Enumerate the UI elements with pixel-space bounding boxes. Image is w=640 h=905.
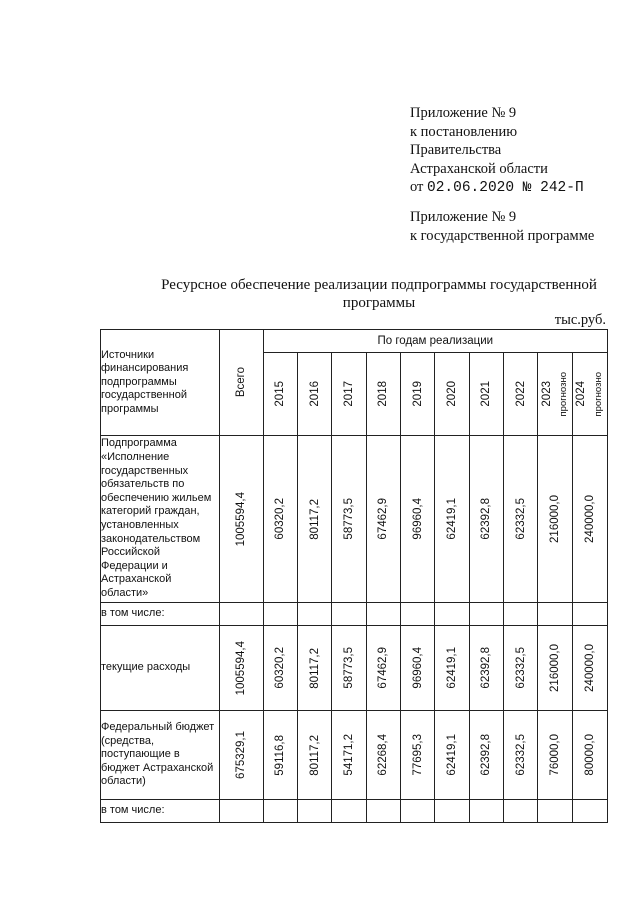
value-cell-2017: 54171,2 — [332, 711, 366, 800]
value-cell-2017: 58773,5 — [332, 626, 366, 711]
row-label: Федеральный бюджет (средства, поступающие в бюджет Астраханской области) — [101, 711, 220, 800]
value-cell-2020 — [435, 800, 469, 823]
value-cell-2019: 96960,4 — [400, 626, 434, 711]
resolution-date-number: 02.06.2020 № 242-П — [427, 180, 584, 196]
value-cell-2019 — [400, 603, 434, 626]
forecast-label: прогнозно — [557, 371, 569, 417]
value-cell-2018: 67462,9 — [366, 436, 400, 603]
year-header-2017: 2017 — [332, 353, 366, 436]
value-cell-2018: 62268,4 — [366, 711, 400, 800]
appendix-number: Приложение № 9 — [410, 209, 517, 225]
value-cell-2024: 240000,0 — [572, 436, 607, 603]
value-cell-2022 — [503, 603, 537, 626]
value-cell-2017 — [332, 800, 366, 823]
table-row — [101, 626, 608, 711]
row-label: Подпрограмма «Исполнение государственных обязательств по обеспечению жильем категорий граждан, установленных законодательством Российской Федерации и Астраханской области» — [101, 436, 220, 603]
value-cell-2021: 62392,8 — [469, 436, 503, 603]
value-cell-2023: 216000,0 — [538, 436, 572, 603]
unit-label: тыс.руб. — [554, 312, 606, 328]
value-cell-2023: 76000,0 — [538, 711, 572, 800]
value-cell-2024: 80000,0 — [572, 711, 607, 800]
value-cell-2020: 62419,1 — [435, 626, 469, 711]
value-cell-2020 — [435, 603, 469, 626]
year-header-2019: 2019 — [400, 353, 434, 436]
row-label: в том числе: — [101, 603, 220, 626]
resolution-date-line — [410, 178, 584, 198]
year-header-2024: 2024 прогнозно — [572, 353, 607, 436]
value-cell-2022: 62332,5 — [503, 436, 537, 603]
value-cell-2023 — [538, 603, 572, 626]
value-cell-2021: 62392,8 — [469, 711, 503, 800]
value-cell-2019: 77695,3 — [400, 711, 434, 800]
row-label: в том числе: — [101, 800, 220, 823]
value-cell-2016 — [297, 800, 331, 823]
total-cell — [220, 800, 263, 823]
value-cell-2015 — [263, 603, 297, 626]
total-column-header: Всего — [220, 330, 263, 436]
total-cell: 675329,1 — [220, 711, 263, 800]
years-group-header: По годам реализации — [263, 330, 607, 353]
value-cell-2022 — [503, 800, 537, 823]
total-cell: 1005594,4 — [220, 436, 263, 603]
header-line: к государственной программе — [410, 227, 595, 244]
value-cell-2016: 80117,2 — [297, 711, 331, 800]
value-cell-2015: 60320,2 — [263, 626, 297, 711]
total-cell: 1005594,4 — [220, 626, 263, 711]
value-cell-2023: 216000,0 — [538, 626, 572, 711]
table-row — [101, 800, 608, 823]
value-cell-2015: 59116,8 — [263, 711, 297, 800]
forecast-label: прогнозно — [593, 371, 605, 417]
value-cell-2018 — [366, 800, 400, 823]
value-cell-2022: 62332,5 — [503, 711, 537, 800]
program-appendix-header — [410, 208, 594, 245]
header-line: к постановлению — [410, 123, 518, 140]
value-cell-2019: 96960,4 — [400, 436, 434, 603]
value-cell-2016: 80117,2 — [297, 436, 331, 603]
row-label: текущие расходы — [101, 626, 220, 711]
year-header-2018: 2018 — [366, 353, 400, 436]
value-cell-2022: 62332,5 — [503, 626, 537, 711]
year-header-2015: 2015 — [263, 353, 297, 436]
header-line: Правительства — [410, 142, 502, 158]
table-row — [101, 603, 608, 626]
document-title: Ресурсное обеспечение реализации подпрограммы государственной программы — [161, 277, 597, 311]
value-cell-2021 — [469, 800, 503, 823]
value-cell-2021 — [469, 603, 503, 626]
value-cell-2019 — [400, 800, 434, 823]
header-line: Астраханской области — [410, 160, 548, 177]
value-cell-2015 — [263, 800, 297, 823]
value-cell-2020: 62419,1 — [435, 711, 469, 800]
table-row — [101, 436, 608, 603]
value-cell-2015: 60320,2 — [263, 436, 297, 603]
value-cell-2024: 240000,0 — [572, 626, 607, 711]
year-header-2022: 2022 — [503, 353, 537, 436]
table-header-row — [101, 330, 608, 353]
value-cell-2016 — [297, 603, 331, 626]
value-cell-2017: 58773,5 — [332, 436, 366, 603]
source-column-header: Источники финансирования подпрограммы государственной программы — [101, 330, 220, 436]
value-cell-2021: 62392,8 — [469, 626, 503, 711]
year-header-2020: 2020 — [435, 353, 469, 436]
value-cell-2023 — [538, 800, 572, 823]
resource-table — [100, 329, 608, 823]
date-prefix: от — [410, 179, 424, 195]
year-header-2021: 2021 — [469, 353, 503, 436]
year-header-2016: 2016 — [297, 353, 331, 436]
value-cell-2018: 67462,9 — [366, 626, 400, 711]
document-header — [410, 104, 584, 198]
value-cell-2016: 80117,2 — [297, 626, 331, 711]
year-header-2023: 2023 прогнозно — [538, 353, 572, 436]
value-cell-2020: 62419,1 — [435, 436, 469, 603]
table-row — [101, 711, 608, 800]
value-cell-2024 — [572, 800, 607, 823]
value-cell-2018 — [366, 603, 400, 626]
value-cell-2017 — [332, 603, 366, 626]
total-cell — [220, 603, 263, 626]
value-cell-2024 — [572, 603, 607, 626]
appendix-number: Приложение № 9 — [410, 105, 517, 121]
